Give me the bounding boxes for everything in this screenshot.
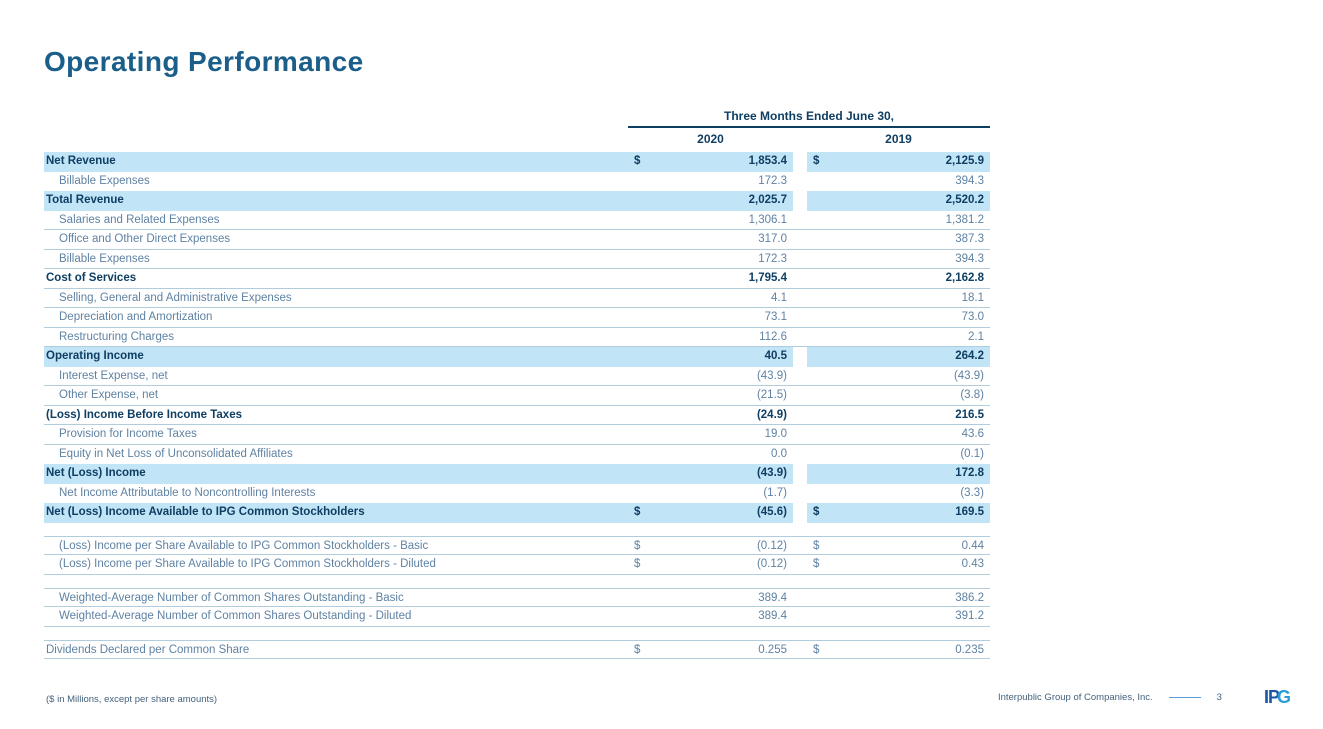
- table-row: [44, 328, 990, 348]
- value-2019: (3.8): [960, 389, 984, 401]
- row-label: Depreciation and Amortization: [59, 311, 213, 323]
- column-gap: [793, 191, 807, 211]
- value-2019: (43.9): [953, 369, 984, 382]
- dollar-sign: $: [813, 539, 820, 552]
- value-2019: 169.5: [955, 506, 984, 518]
- table-header: [44, 107, 990, 152]
- row-label: (Loss) Income per Share Available to IPG Common Stockholders - Diluted: [59, 558, 436, 570]
- value-2020: 19.0: [764, 428, 787, 440]
- value-cell-2019: [807, 230, 990, 249]
- column-gap: [793, 230, 807, 249]
- table-row: [44, 503, 990, 523]
- row-label: (Loss) Income Before Income Taxes: [46, 408, 242, 421]
- column-gap: [793, 537, 807, 555]
- value-2020: 317.0: [758, 233, 787, 245]
- value-2020: 1,853.4: [748, 155, 787, 167]
- table-row: [44, 588, 990, 608]
- value-cell-2019: [807, 464, 990, 484]
- value-2020: 112.6: [759, 330, 787, 343]
- value-cell-2020: [628, 537, 793, 555]
- dollar-sign: $: [813, 643, 820, 656]
- value-2019: 172.8: [955, 467, 984, 479]
- table-row: [44, 250, 990, 270]
- row-label: Billable Expenses: [59, 174, 150, 187]
- value-2019: 2,162.8: [945, 272, 984, 284]
- value-2020: 1,795.4: [748, 272, 787, 284]
- value-2020: 172.3: [758, 252, 787, 265]
- row-label: Net Income Attributable to Noncontrolling Interests: [59, 486, 316, 499]
- value-2020: (0.12): [756, 539, 787, 552]
- table-row: [44, 211, 990, 231]
- table-row: [44, 172, 990, 192]
- value-cell-2020: [628, 308, 793, 327]
- value-cell-2020: [628, 607, 793, 626]
- table-row: [44, 152, 990, 172]
- table-row: [44, 406, 990, 426]
- row-label: Restructuring Charges: [59, 330, 175, 343]
- value-2019: 73.0: [961, 311, 984, 323]
- dollar-sign: $: [634, 643, 641, 656]
- value-2020: 4.1: [771, 291, 787, 304]
- value-2019: 391.2: [955, 610, 984, 622]
- value-cell-2020: [628, 503, 793, 523]
- value-2020: 40.5: [764, 350, 787, 362]
- page-title: Operating Performance: [44, 46, 364, 77]
- value-cell-2019: [807, 152, 990, 172]
- column-gap: [793, 464, 807, 484]
- table-row: [44, 191, 990, 211]
- column-gap: [793, 445, 807, 465]
- dollar-sign: $: [813, 558, 820, 570]
- column-header-2019: 2019: [885, 132, 912, 146]
- ipg-logo: [1264, 688, 1290, 706]
- table-row: [44, 347, 990, 367]
- column-gap: [793, 172, 807, 192]
- value-cell-2020: [628, 250, 793, 269]
- value-cell-2019: [807, 641, 990, 659]
- value-2019: 2,520.2: [945, 194, 984, 206]
- value-cell-2020: [628, 367, 793, 386]
- column-header-2020: 2020: [697, 132, 724, 146]
- value-cell-2019: [807, 589, 990, 607]
- value-cell-2020: [628, 230, 793, 249]
- row-label: Other Expense, net: [59, 389, 159, 401]
- value-2019: (0.1): [960, 447, 984, 460]
- value-2020: 0.0: [771, 447, 787, 460]
- dollar-sign: $: [634, 539, 641, 552]
- value-cell-2020: [628, 347, 793, 367]
- value-2019: 0.44: [961, 539, 984, 552]
- value-2019: 1,381.2: [945, 213, 984, 226]
- dollar-sign: $: [634, 155, 641, 167]
- column-gap: [793, 406, 807, 425]
- table-spacer: [44, 523, 990, 536]
- row-label: Weighted-Average Number of Common Shares Outstanding - Diluted: [59, 610, 412, 622]
- value-2019: 43.6: [961, 428, 984, 440]
- value-2019: 386.2: [955, 591, 984, 604]
- row-label: Salaries and Related Expenses: [59, 213, 220, 226]
- table-spacer: [44, 627, 990, 640]
- column-gap: [793, 308, 807, 327]
- value-cell-2019: [807, 250, 990, 269]
- column-gap: [793, 503, 807, 523]
- column-gap: [793, 484, 807, 504]
- row-label: Total Revenue: [44, 191, 628, 211]
- row-label: Cost of Services: [46, 272, 137, 284]
- dollar-sign: $: [634, 558, 641, 570]
- value-2019: 18.1: [961, 291, 984, 304]
- value-2019: (3.3): [960, 486, 984, 499]
- table-row: [44, 230, 990, 250]
- row-label: Dividends Declared per Common Share: [46, 643, 250, 656]
- dollar-sign: $: [813, 506, 820, 518]
- value-2020: (1.7): [763, 486, 787, 499]
- value-2020: (43.9): [756, 369, 787, 382]
- table-rows: [44, 152, 990, 659]
- table-row: [44, 289, 990, 309]
- table-row: [44, 386, 990, 406]
- row-label: Net Revenue: [44, 152, 628, 172]
- table-row: [44, 425, 990, 445]
- value-cell-2020: [628, 425, 793, 444]
- value-cell-2019: [807, 607, 990, 626]
- footer-divider-line: [1169, 697, 1201, 698]
- value-2020: (45.6): [756, 506, 787, 518]
- value-2020: 73.1: [764, 311, 787, 323]
- units-footnote: ($ in Millions, except per share amounts): [46, 694, 218, 705]
- value-cell-2020: [628, 191, 793, 211]
- logo-text-dark: IP: [1263, 687, 1279, 707]
- value-2019: 264.2: [955, 350, 984, 362]
- value-cell-2020: [628, 172, 793, 192]
- value-cell-2020: [628, 386, 793, 405]
- column-gap: [793, 250, 807, 269]
- dollar-sign: $: [813, 155, 820, 167]
- row-label: Interest Expense, net: [59, 369, 168, 382]
- period-header: Three Months Ended June 30,: [628, 107, 990, 128]
- table-row: [44, 555, 990, 575]
- table-row: [44, 367, 990, 387]
- value-cell-2019: [807, 367, 990, 386]
- value-cell-2020: [628, 289, 793, 308]
- header-spacer: [44, 107, 628, 152]
- value-cell-2019: [807, 289, 990, 308]
- value-2019: 394.3: [955, 252, 984, 265]
- value-cell-2020: [628, 589, 793, 607]
- operating-performance-table: [44, 107, 990, 659]
- page-number: 3: [1216, 691, 1222, 703]
- row-label: Office and Other Direct Expenses: [59, 233, 231, 245]
- value-cell-2020: [628, 484, 793, 504]
- value-2020: 172.3: [758, 174, 787, 187]
- value-2020: (21.5): [756, 389, 787, 401]
- column-gap: [793, 425, 807, 444]
- value-cell-2019: [807, 269, 990, 288]
- column-gap: [793, 269, 807, 288]
- value-2019: 0.43: [961, 558, 984, 570]
- value-cell-2019: [807, 386, 990, 405]
- value-2020: 389.4: [758, 591, 787, 604]
- value-cell-2019: [807, 445, 990, 465]
- table-row: [44, 308, 990, 328]
- table-row: [44, 536, 990, 556]
- value-2020: 0.255: [758, 643, 787, 656]
- value-2020: (24.9): [756, 408, 787, 421]
- column-gap: [793, 289, 807, 308]
- year-headers: [628, 128, 990, 152]
- value-cell-2020: [628, 641, 793, 659]
- value-cell-2020: [628, 406, 793, 425]
- table-spacer: [44, 575, 990, 588]
- table-row: [44, 269, 990, 289]
- value-cell-2019: [807, 537, 990, 555]
- value-cell-2020: [628, 269, 793, 288]
- value-cell-2020: [628, 464, 793, 484]
- value-cell-2019: [807, 308, 990, 327]
- value-cell-2019: [807, 425, 990, 444]
- value-2019: 0.235: [955, 643, 984, 656]
- column-gap: [793, 641, 807, 659]
- column-gap: [793, 128, 807, 152]
- logo-text-light: G: [1276, 687, 1290, 707]
- value-cell-2019: [807, 191, 990, 211]
- value-2020: (43.9): [756, 467, 787, 479]
- value-cell-2019: [807, 406, 990, 425]
- value-2019: 387.3: [955, 233, 984, 245]
- column-gap: [793, 347, 807, 367]
- table-row: [44, 445, 990, 465]
- value-2020: 2,025.7: [748, 194, 787, 206]
- value-cell-2019: [807, 503, 990, 523]
- value-cell-2019: [807, 347, 990, 367]
- row-label: Net (Loss) Income: [44, 464, 628, 484]
- column-gap: [793, 386, 807, 405]
- value-2019: 2.1: [968, 330, 984, 343]
- column-gap: [793, 328, 807, 347]
- company-name: Interpublic Group of Companies, Inc.: [997, 691, 1153, 703]
- value-cell-2020: [628, 328, 793, 347]
- value-2019: 2,125.9: [945, 155, 984, 167]
- row-label: Operating Income: [44, 347, 628, 367]
- value-cell-2020: [628, 445, 793, 465]
- value-cell-2019: [807, 555, 990, 574]
- value-2020: (0.12): [756, 558, 787, 570]
- row-label: (Loss) Income per Share Available to IPG Common Stockholders - Basic: [59, 539, 429, 552]
- table-row: [44, 607, 990, 627]
- row-label: Weighted-Average Number of Common Shares Outstanding - Basic: [59, 591, 404, 604]
- table-row: [44, 464, 990, 484]
- column-gap: [793, 211, 807, 230]
- slide-footer: [998, 688, 1290, 706]
- column-gap: [793, 607, 807, 626]
- row-label: Equity in Net Loss of Unconsolidated Affiliates: [59, 447, 293, 460]
- column-gap: [793, 589, 807, 607]
- row-label: Billable Expenses: [59, 252, 150, 265]
- row-label: Net (Loss) Income Available to IPG Common Stockholders: [44, 503, 628, 523]
- table-row: [44, 640, 990, 660]
- value-2020: 389.4: [758, 610, 787, 622]
- value-cell-2019: [807, 328, 990, 347]
- value-cell-2020: [628, 555, 793, 574]
- value-cell-2019: [807, 484, 990, 504]
- row-label: Selling, General and Administrative Expenses: [59, 291, 292, 304]
- value-2020: 1,306.1: [748, 213, 787, 226]
- value-2019: 216.5: [955, 408, 984, 421]
- dollar-sign: $: [634, 506, 641, 518]
- value-cell-2020: [628, 152, 793, 172]
- value-cell-2020: [628, 211, 793, 230]
- column-gap: [793, 152, 807, 172]
- table-row: [44, 484, 990, 504]
- value-2019: 394.3: [955, 174, 984, 187]
- value-cell-2019: [807, 172, 990, 192]
- column-gap: [793, 367, 807, 386]
- value-cell-2019: [807, 211, 990, 230]
- column-gap: [793, 555, 807, 574]
- row-label: Provision for Income Taxes: [59, 428, 197, 440]
- header-main: [628, 107, 990, 152]
